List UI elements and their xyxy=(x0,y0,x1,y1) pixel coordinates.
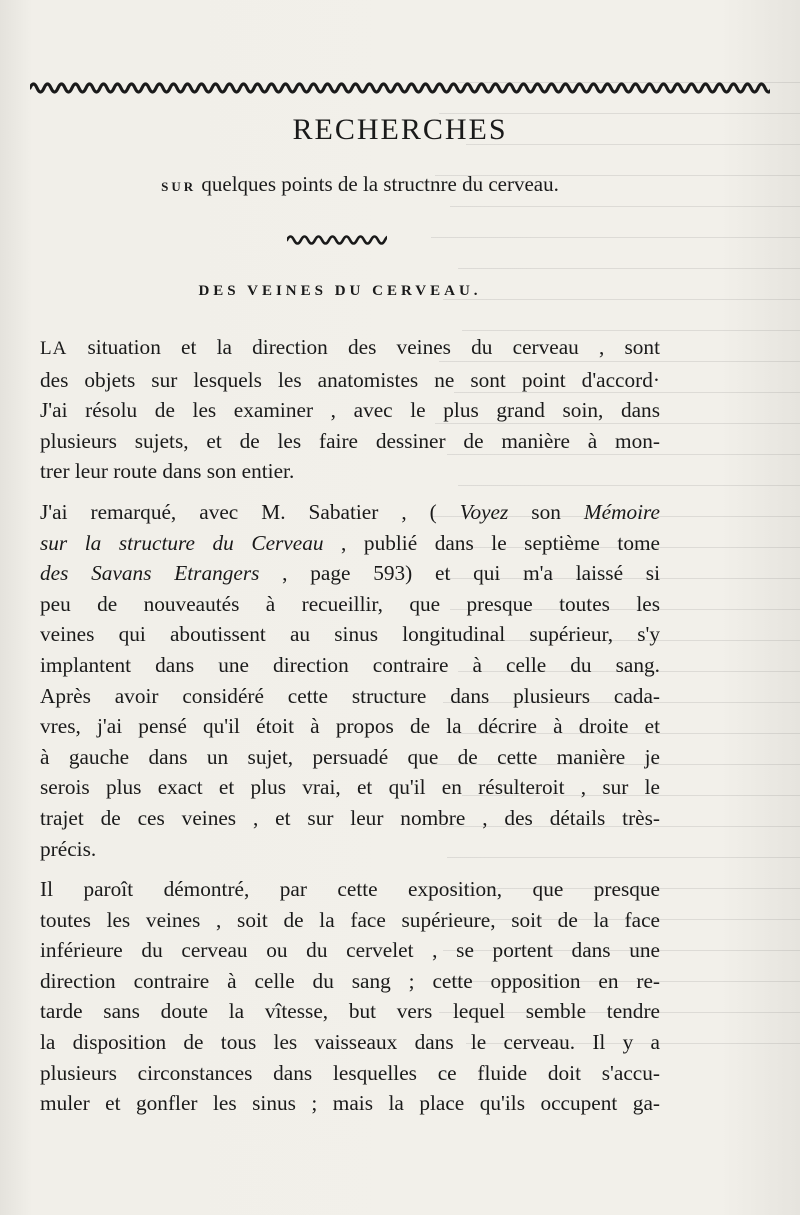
text-line: tarde sans doute la vîtesse, but vers lequel semble tendre xyxy=(40,999,660,1024)
page-title: RECHERCHES xyxy=(292,113,508,146)
section-heading: DES VEINES DU CERVEAU. xyxy=(198,283,482,299)
section-wavy-ornament xyxy=(287,230,387,250)
top-wavy-rule-ornament xyxy=(30,68,770,108)
text-line: plusieurs sujets, et de les faire dessiner de manière à mon- xyxy=(40,428,660,453)
text-line: à gauche dans un sujet, persuadé que de cette manière je xyxy=(40,744,660,769)
text-line: Il paroît démontré, par cette exposition, que presque xyxy=(40,877,660,902)
text-line: LA situation et la direction des veines du cerveau , sont xyxy=(40,335,660,359)
text-line: J'ai résolu de les examiner , avec le plus grand soin, dans xyxy=(40,398,660,423)
text-line: trajet de ces veines , et sur leur nombre , des détails très- xyxy=(40,805,660,830)
paragraph-2 xyxy=(40,497,660,864)
text-line: précis. xyxy=(40,836,97,861)
text-line: la disposition de tous les vaisseaux dans le cerveau. Il y a xyxy=(40,1030,660,1055)
text-line: muler et gonfler les sinus ; mais la place qu'ils occupent ga- xyxy=(40,1091,660,1116)
text-line: Après avoir considéré cette structure dans plusieurs cada- xyxy=(40,683,660,708)
text-line: inférieure du cerveau ou du cervelet , se portent dans une xyxy=(40,938,660,963)
text-line: implantent dans une direction contraire à celle du sang. xyxy=(40,652,660,677)
text-line: sur la structure du Cerveau , publié dans le septième tome xyxy=(40,530,661,555)
body-text xyxy=(40,332,660,1129)
text-line: veines qui aboutissent au sinus longitudinal supérieur, s'y xyxy=(40,622,660,647)
text-line: trer leur route dans son entier. xyxy=(40,459,295,484)
text-line: vres, j'ai pensé qu'il étoit à propos de la décrire à droite et xyxy=(40,714,660,739)
text-line: toutes les veines , soit de la face supérieure, soit de la face xyxy=(40,907,660,932)
subtitle-smallcaps: SUR xyxy=(161,179,197,194)
text-line: direction contraire à celle du sang ; cette opposition en re- xyxy=(40,968,660,993)
text-line: serois plus exact et plus vrai, et qu'il en résulteroit , sur le xyxy=(40,775,660,800)
text-line: des Savans Etrangers , page 593) et qui m'a laissé si xyxy=(40,561,660,586)
text-line: des objets sur lesquels les anatomistes ne sont point d'accord· xyxy=(40,367,660,392)
paragraph-1 xyxy=(40,332,660,487)
text-line: plusieurs circonstances dans lesquelles ce fluide doit s'accu- xyxy=(40,1060,660,1085)
paragraph-3 xyxy=(40,874,660,1119)
subtitle-text: quelques points de la structnre du cerveau. xyxy=(201,172,559,196)
page-subtitle xyxy=(80,172,640,197)
text-line: peu de nouveautés à recueillir, que presque toutes les xyxy=(40,591,660,616)
text-line: J'ai remarqué, avec M. Sabatier , ( Voyez son Mémoire xyxy=(40,499,661,524)
